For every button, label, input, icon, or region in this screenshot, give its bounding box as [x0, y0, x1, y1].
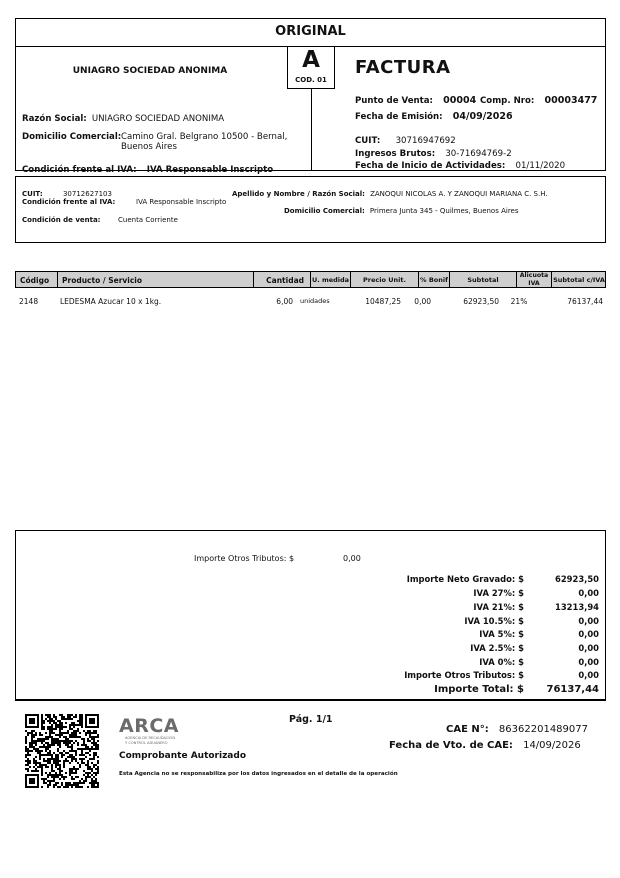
client-domicilio	[284, 198, 519, 217]
col-alicuota-label-1: Alicuota	[519, 272, 549, 279]
row-alicuota: 21%	[510, 297, 528, 306]
col-subtotal-label: Subtotal	[467, 276, 499, 284]
iva-27-label: IVA 27%: $	[473, 588, 524, 598]
col-codigo	[16, 272, 58, 288]
col-bonif	[419, 272, 450, 288]
row-subtotal-iva: 76137,44	[567, 297, 603, 306]
col-umedida-label: U. medida	[311, 276, 350, 284]
otros-tributos-summary-label: Importe Otros Tributos: $	[194, 554, 295, 563]
iva-5-value: 0,00	[578, 629, 599, 639]
iva-25-label: IVA 2.5%: $	[470, 643, 524, 653]
client-condicion-iva-label: Condición frente al IVA:	[22, 198, 116, 206]
razon-social-label: Razón Social:	[22, 114, 87, 124]
col-precio-label: Precio Unit.	[363, 276, 406, 284]
iva-0-value: 0,00	[578, 657, 599, 667]
row-producto: LEDESMA Azucar 10 x 1kg.	[60, 297, 162, 306]
client-condicion-venta-value: Cuenta Corriente	[118, 216, 178, 224]
total-neto-label: Importe Neto Gravado: $	[406, 574, 524, 584]
arca-logo	[119, 716, 199, 748]
domicilio-value-1: Camino Gral. Belgrano 10500 - Bernal,	[121, 132, 288, 142]
razon-social	[22, 106, 224, 125]
arca-logo-text: ARCA	[119, 715, 179, 737]
cae-value: 86362201489077	[498, 724, 588, 735]
disclaimer: Esta Agencia no se responsabiliza por los datos ingresados en el detalle de la operación	[119, 771, 398, 777]
col-subtotal	[450, 272, 517, 288]
iva-105-label: IVA 10.5%: $	[464, 616, 524, 626]
client-condicion-venta-label: Condición de venta:	[22, 216, 101, 224]
col-producto-label: Producto / Servicio	[62, 275, 143, 285]
condicion-iva	[22, 157, 273, 176]
iva-21-label: IVA 21%: $	[473, 602, 524, 612]
row-bonif: 0,00	[414, 297, 431, 306]
fecha-emision-label: Fecha de Emisión:	[355, 112, 443, 122]
qr-code-graphic	[25, 714, 99, 788]
col-subtotal-iva-label: Subtotal c/IVA	[553, 276, 605, 284]
inicio-actividades-value: 01/11/2020	[515, 161, 566, 171]
fecha-emision-value: 04/09/2026	[452, 111, 513, 122]
arca-logo-sub-2: Y CONTROL ADUANERO	[125, 741, 168, 745]
table-header	[15, 271, 606, 288]
iva-5-label: IVA 5%: $	[479, 629, 524, 639]
col-precio	[351, 272, 419, 288]
col-subtotal-iva	[552, 272, 606, 288]
inicio-actividades-label: Fecha de Inicio de Actividades:	[355, 161, 506, 171]
client-cuit-label: CUIT:	[22, 190, 43, 198]
importe-total-label: Importe Total: $	[434, 684, 524, 695]
condicion-iva-value: IVA Responsable Inscripto	[146, 165, 274, 175]
client-nombre-label: Apellido y Nombre / Razón Social:	[232, 190, 365, 198]
issuer-cuit-value: 30716947692	[395, 136, 456, 146]
col-producto	[58, 272, 254, 288]
qr-code	[25, 714, 99, 788]
domicilio-value-2: Buenos Aires	[121, 142, 177, 152]
iva-27-value: 0,00	[578, 588, 599, 598]
cae-vto-value: 14/09/2026	[523, 740, 581, 751]
total-neto-value: 62923,50	[555, 574, 599, 584]
client-domicilio-label: Domicilio Comercial:	[284, 207, 365, 215]
doc-type: FACTURA	[355, 57, 451, 78]
col-alicuota	[517, 272, 552, 288]
row-unidad: unidades	[300, 297, 330, 305]
iva-21-value: 13213,94	[555, 602, 599, 612]
letter-a: A	[302, 47, 320, 73]
otros-tributos-summary-value: 0,00	[343, 554, 361, 563]
otros-tributos-value: 0,00	[578, 670, 599, 680]
comprobante-autorizado: Comprobante Autorizado	[119, 751, 247, 761]
header-divider	[311, 89, 312, 171]
razon-social-value: UNIAGRO SOCIEDAD ANONIMA	[91, 114, 225, 124]
client-nombre-value: ZANOQUI NICOLAS A. Y ZANOQUI MARIANA C. S.H.	[370, 190, 548, 198]
issuer-cuit-label: CUIT:	[355, 136, 381, 146]
domicilio-label: Domicilio Comercial:	[22, 132, 122, 142]
cae-vto-label: Fecha de Vto. de CAE:	[389, 740, 513, 751]
importe-total-value: 76137,44	[546, 684, 599, 695]
copy-label: ORIGINAL	[275, 24, 346, 39]
iva-105-value: 0,00	[578, 616, 599, 626]
cae-label: CAE N°:	[445, 724, 489, 735]
row-cantidad: 6,00	[276, 297, 293, 306]
client-condicion-iva-value: IVA Responsable Inscripto	[136, 198, 227, 206]
col-codigo-label: Código	[20, 275, 50, 285]
col-cantidad-label: Cantidad	[266, 275, 304, 285]
comp-nro-value: 00003477	[544, 95, 598, 106]
col-cantidad	[254, 272, 311, 288]
issuer-name: UNIAGRO SOCIEDAD ANONIMA	[72, 66, 228, 76]
otros-tributos-label: Importe Otros Tributos: $	[404, 670, 524, 680]
fecha-emision	[355, 104, 513, 123]
arca-logo-sub-1: AGENCIA DE RECAUDACIÓN	[125, 736, 176, 740]
row-codigo: 2148	[19, 297, 39, 306]
col-alicuota-label-2: IVA	[528, 280, 540, 287]
ingresos-brutos-label: Ingresos Brutos:	[355, 149, 436, 159]
letter-code: COD. 01	[295, 76, 327, 84]
inicio-actividades	[355, 153, 565, 172]
punto-venta-value: 00004	[443, 95, 477, 106]
row-precio: 10487,25	[365, 297, 401, 306]
client-cuit-value: 30712627103	[62, 190, 112, 198]
client-domicilio-value: Primera Junta 345 - Quilmes, Buenos Aires	[369, 207, 519, 215]
punto-venta-label: Punto de Venta:	[355, 96, 433, 106]
comp-nro-label: Comp. Nro:	[480, 96, 535, 106]
ingresos-brutos-value: 30-71694769-2	[445, 149, 512, 159]
page-number: Pág. 1/1	[289, 714, 333, 725]
cae-vto	[389, 733, 581, 752]
iva-25-value: 0,00	[578, 643, 599, 653]
row-subtotal: 62923,50	[463, 297, 499, 306]
col-bonif-label: % Bonif	[420, 276, 448, 284]
iva-0-label: IVA 0%: $	[479, 657, 524, 667]
col-umedida	[311, 272, 351, 288]
condicion-iva-label: Condición frente al IVA:	[22, 165, 137, 175]
